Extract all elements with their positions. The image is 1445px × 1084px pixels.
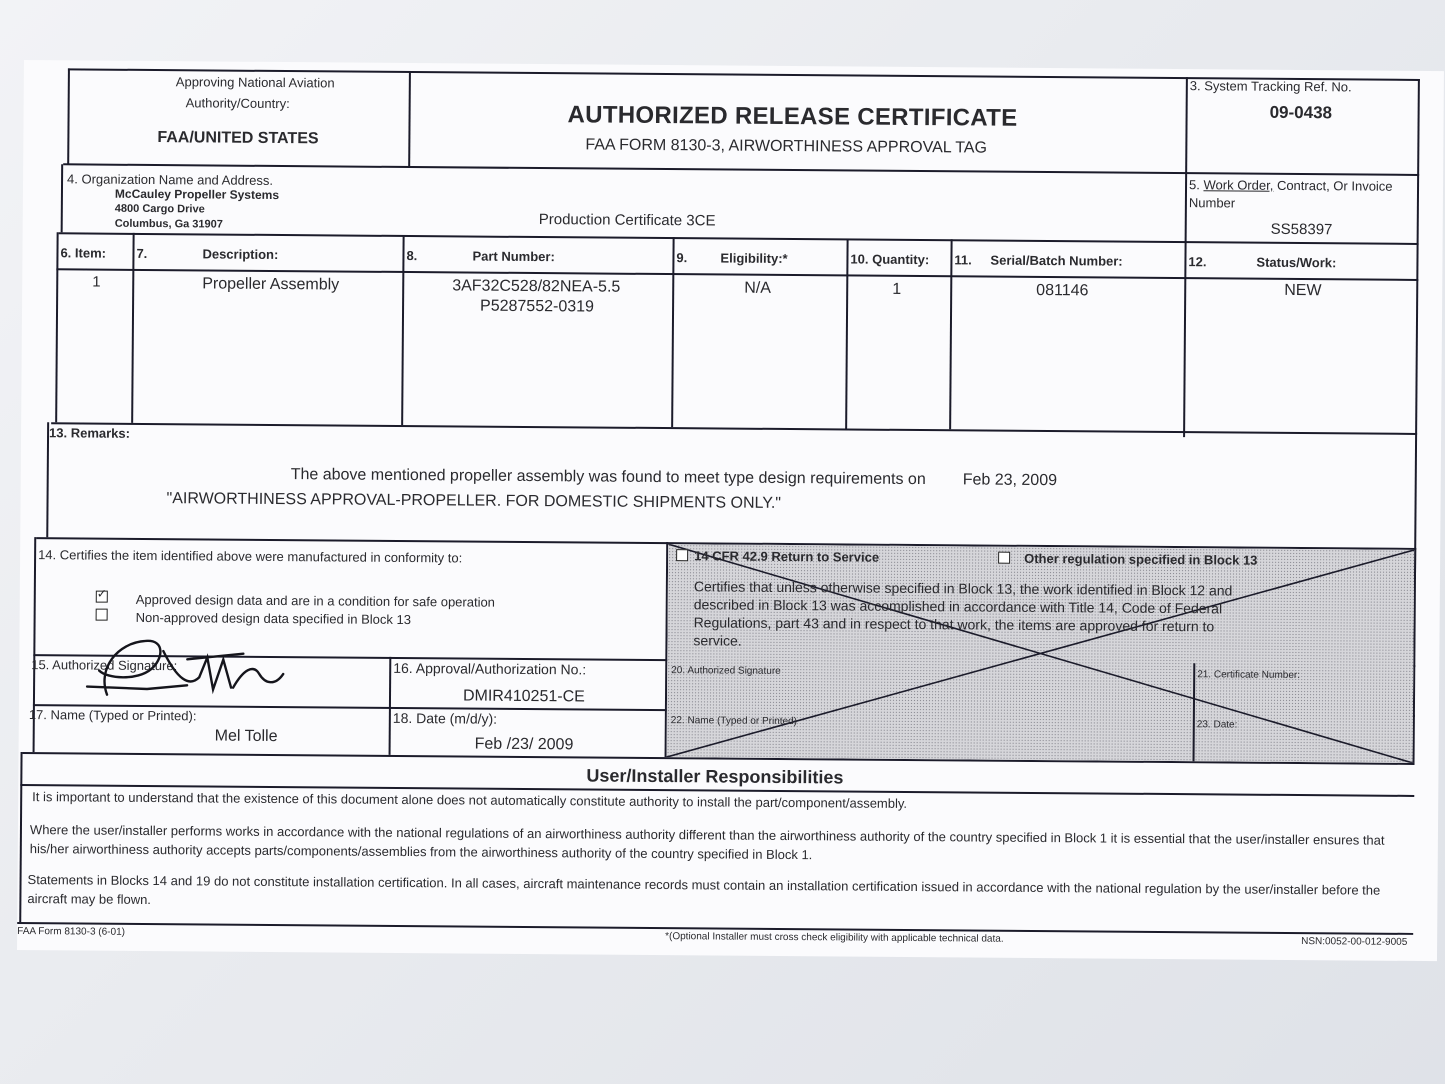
header-desc-num: 7. (136, 245, 148, 261)
approved-design-label: Approved design data and are in a condition for safe operation (135, 591, 496, 610)
rule (61, 164, 64, 232)
checkmark-icon: ✓ (96, 586, 107, 601)
printed-name: Mel Tolle (214, 727, 278, 746)
return-to-service-label: 14 CFR 42.9 Return to Service (694, 548, 880, 565)
block5-label (1189, 178, 1393, 194)
return-to-service-checkbox[interactable] (676, 549, 688, 561)
authorization-number: DMIR410251-CE (462, 687, 585, 706)
form-subtitle: FAA FORM 8130-3, AIRWORTHINESS APPROVAL TAG (585, 136, 988, 157)
rule (845, 238, 848, 428)
block15-label: 15. Authorized Signature: (31, 657, 178, 674)
block3-label: 3. System Tracking Ref. No. (1189, 78, 1352, 95)
rule (55, 232, 58, 422)
block21-label: 21. Certificate Number: (1197, 669, 1301, 682)
block1-authority-value: FAA/UNITED STATES (157, 129, 319, 148)
form-identifier: FAA Form 8130-3 (6-01) (17, 925, 126, 938)
remarks-line1: The above mentioned propeller assembly was found to meet type design requirements on (290, 466, 926, 489)
remarks-line2: "AIRWORTHINESS APPROVAL-PROPELLER. FOR DOMESTIC SHIPMENTS ONLY." (166, 490, 782, 512)
header-description: Description: (202, 246, 279, 263)
cell-quantity: 1 (892, 280, 902, 298)
block1-label-line1: Approving National Aviation (175, 74, 335, 91)
rule (67, 68, 70, 164)
block19-statement: Certifies that unless otherwise specified in Block 13, the work identified in Block 12 and described in Block 13 was accomplished in accordance with Title 14, Code of Federal Regulations, part 43 and in respect to that work, the items are approved for return to service. (693, 578, 1233, 649)
production-certificate: Production Certificate 3CE (538, 211, 716, 230)
rule (51, 422, 1417, 435)
block5-label-line2: Number (1188, 195, 1236, 211)
cell-status: NEW (1284, 281, 1322, 300)
authorized-signature (67, 628, 298, 706)
header-status-work: Status/Work: (1256, 254, 1337, 271)
rule (1414, 79, 1420, 579)
block18-label: 18. Date (m/d/y): (392, 709, 498, 727)
header-elig-num: 9. (676, 250, 688, 266)
cell-description: Propeller Assembly (202, 275, 340, 294)
rule (408, 71, 411, 167)
other-regulation-label: Other regulation specified in Block 13 (1024, 550, 1258, 568)
nsn-number: NSN:0052-00-012-9005 (1301, 936, 1408, 948)
tracking-ref-value: 09-0438 (1269, 102, 1333, 123)
header-part-num: 8. (406, 248, 418, 264)
header-eligibility: Eligibility:* (720, 250, 788, 267)
rule (401, 235, 404, 425)
block16-label: 16. Approval/Authorization No.: (393, 659, 587, 678)
block5-label-rest: Contract, Or Invoice (1273, 177, 1393, 194)
org-city: Columbus, Ga 31907 (114, 217, 223, 231)
header-quantity: 10. Quantity: (850, 251, 930, 268)
eligibility-footnote: *(Optional Installer must cross check eligibility with applicable technical data. (665, 931, 1004, 945)
block17-label: 17. Name (Typed or Printed): (28, 707, 197, 724)
block5-label-prefix: 5. (1188, 177, 1204, 193)
remarks-date: Feb 23, 2009 (962, 471, 1058, 490)
non-approved-design-checkbox[interactable] (96, 609, 108, 621)
other-regulation-checkbox[interactable] (998, 552, 1010, 564)
header-serial-num: 11. (954, 252, 972, 268)
rule (671, 237, 674, 427)
header-part-number: Part Number: (472, 248, 555, 265)
rule (949, 239, 952, 429)
approved-design-checkbox[interactable] (96, 586, 108, 603)
release-certificate-form (17, 60, 1444, 961)
cell-part-number-1: 3AF32C528/82NEA-5.5 (452, 277, 621, 296)
signature-date: Feb /23/ 2009 (474, 735, 574, 754)
cell-part-number-2: P5287552-0319 (480, 297, 595, 316)
responsibilities-paragraph-2: Where the user/installer performs works in accordance with the national regulations of an airworthiness authority different than the airworthiness authority of the country specified in Block 1 it is essential that the user/installer ensures that his/her airworthiness authority accepts parts/components/assemblies from the airworthiness authority of the country specified in Block 1. (29, 822, 1385, 863)
block14-label: 14. Certifies the item identified above were manufactured in conformity to: (38, 547, 463, 566)
block5-label-underlined: Work Order, (1203, 177, 1274, 193)
block4-label: 4. Organization Name and Address. (67, 171, 274, 188)
work-order-value: SS58397 (1270, 220, 1333, 239)
void-cross-lines (667, 544, 1415, 763)
block20-label: 20. Authorized Signature (671, 665, 781, 677)
header-serial-batch: Serial/Batch Number: (990, 252, 1123, 269)
responsibilities-paragraph-1: It is important to understand that the existence of this document alone does not automatically constitute authority to install the part/component/assembly. (32, 789, 908, 811)
remarks-label: 13. Remarks: (49, 425, 131, 441)
block22-label: 22. Name (Typed or Printed) (670, 715, 798, 728)
org-street: 4800 Cargo Drive (114, 202, 205, 216)
cell-item: 1 (92, 273, 101, 291)
org-name: McCauley Propeller Systems (114, 186, 280, 203)
cell-eligibility: N/A (744, 279, 771, 297)
rule (1183, 77, 1188, 437)
rule (19, 752, 22, 922)
rule (59, 232, 1419, 245)
cell-serial-number: 081146 (1036, 281, 1089, 300)
header-item: 6. Item: (60, 245, 107, 261)
block1-label-line2: Authority/Country: (185, 95, 290, 112)
non-approved-design-label: Non-approved design data specified in Block 13 (135, 609, 412, 628)
rule (131, 233, 134, 423)
block23-label: 23. Date: (1196, 719, 1238, 731)
header-status-num: 12. (1188, 254, 1207, 270)
responsibilities-paragraph-3: Statements in Blocks 14 and 19 do not constitute installation certification. In all cases, aircraft maintenance records must contain an installation certification issued in accordance with the national regulation by the user/installer before the aircraft may be flown. (27, 872, 1381, 908)
responsibilities-title: User/Installer Responsibilities (586, 765, 844, 788)
page-title: AUTHORIZED RELEASE CERTIFICATE (567, 101, 1018, 132)
